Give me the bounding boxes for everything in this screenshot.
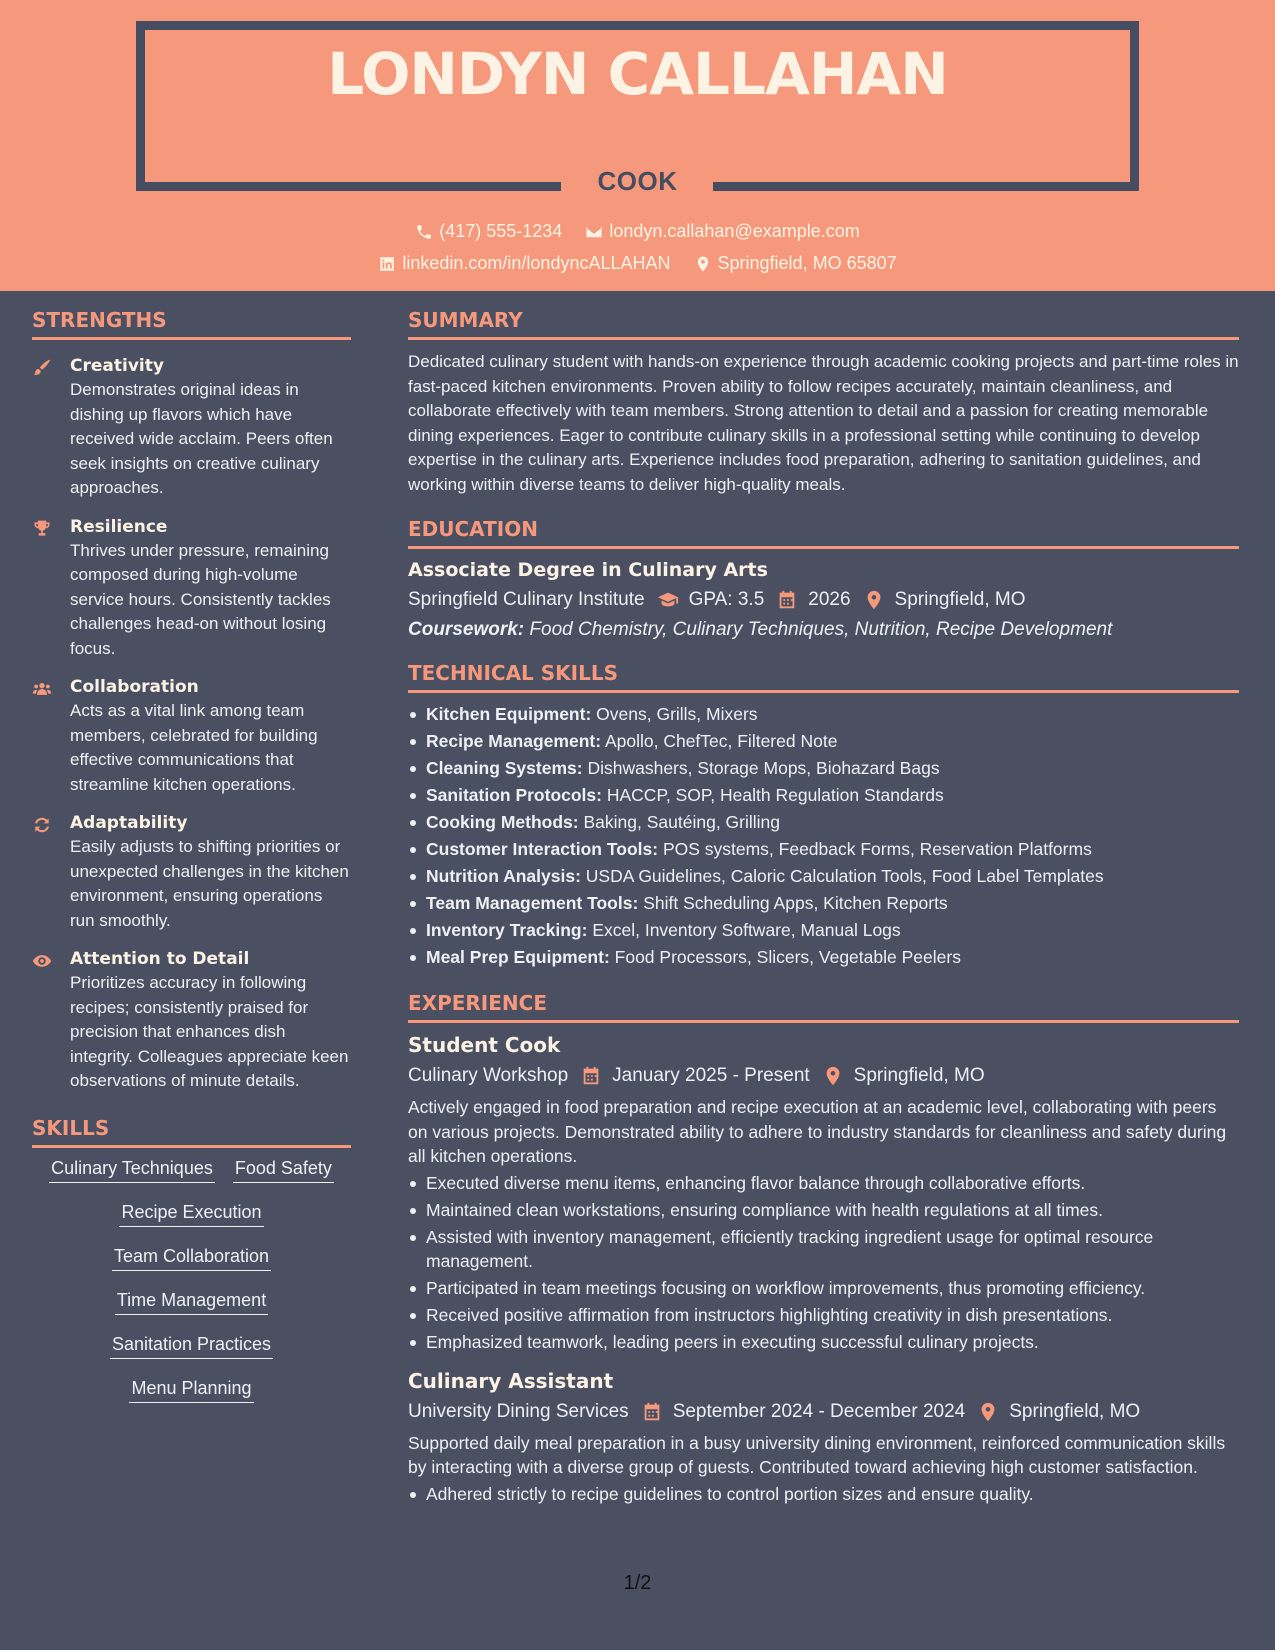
strength-desc: Easily adjusts to shifting priorities or unexpected challenges in the kitchen environment, ensuring operations run smoothly. [70, 837, 349, 930]
list-item: Assisted with inventory management, efficiently tracking ingredient usage for optimal resource management. [408, 1225, 1239, 1274]
strengths-heading: STRENGTHS [32, 308, 351, 340]
strength-title: Collaboration [70, 677, 199, 697]
summary-heading: SUMMARY [408, 308, 1239, 340]
technical-skills-heading: TECHNICAL SKILLS [408, 661, 1239, 693]
resume-header [0, 0, 1275, 291]
linkedin-icon [378, 255, 396, 273]
gpa-value: GPA: 3.5 [688, 589, 765, 610]
map-pin-icon [694, 255, 712, 273]
strength-desc: Demonstrates original ideas in dishing up flavors which have received wide acclaim. Peers often seek insights on creative culinary approaches. [70, 380, 333, 497]
strength-item [32, 677, 351, 797]
job-dates: January 2025 - Present [612, 1065, 810, 1086]
job-dates: September 2024 - December 2024 [672, 1400, 966, 1422]
candidate-name: LONDYN CALLAHAN [327, 40, 948, 108]
education-meta [408, 589, 1239, 611]
users-icon [32, 679, 52, 699]
list-item: Recipe Management: Apollo, ChefTec, Filtered Note [408, 728, 1239, 755]
eye-icon [32, 951, 52, 971]
skill-chip: Food Safety [233, 1158, 334, 1183]
phone-contact[interactable] [415, 221, 562, 242]
list-item: Executed diverse menu items, enhancing flavor balance through collaborative efforts. [408, 1171, 1239, 1196]
school-location: Springfield, MO [894, 589, 1026, 610]
email-contact[interactable] [585, 221, 859, 242]
coursework-label: Coursework: [408, 619, 525, 640]
skills-list [32, 1158, 351, 1403]
skill-chip: Time Management [115, 1290, 268, 1315]
graduation-cap-icon [657, 589, 679, 611]
list-item: Team Management Tools: Shift Scheduling Apps, Kitchen Reports [408, 890, 1239, 917]
list-item: Cooking Methods: Baking, Sautéing, Grilling [408, 809, 1239, 836]
list-item: Sanitation Protocols: HACCP, SOP, Health Regulation Standards [408, 782, 1239, 809]
strength-item [32, 949, 351, 1094]
experience-section [408, 991, 1239, 1506]
map-pin-icon [863, 589, 885, 611]
list-item: Cleaning Systems: Dishwashers, Storage Mops, Biohazard Bags [408, 755, 1239, 782]
linkedin-contact[interactable] [378, 253, 670, 274]
strength-desc: Thrives under pressure, remaining composed during high-volume service hours. Consistently tackles challenges head-on without losing focus. [70, 540, 331, 658]
envelope-icon [585, 223, 603, 241]
phone-icon [415, 223, 433, 241]
email-text: londyn.callahan@example.com [609, 221, 860, 241]
map-pin-icon [977, 1401, 999, 1423]
contact-line-2 [0, 253, 1275, 278]
school-name: Springfield Culinary Institute [408, 589, 645, 610]
job-role: COOK [597, 166, 678, 196]
job-meta [408, 1401, 1239, 1423]
right-column [408, 308, 1239, 1509]
brush-icon [32, 358, 52, 378]
skill-chip: Recipe Execution [119, 1202, 263, 1227]
location-text: Springfield, MO 65807 [717, 253, 897, 273]
job-bullets [408, 1482, 1239, 1507]
list-item: Emphasized teamwork, leading peers in executing successful culinary projects. [408, 1330, 1239, 1355]
technical-skills-list [408, 701, 1239, 971]
list-item: Meal Prep Equipment: Food Processors, Slicers, Vegetable Peelers [408, 944, 1239, 971]
calendar-icon [580, 1065, 602, 1087]
left-column [32, 308, 351, 1422]
strength-item [32, 517, 351, 662]
location-contact [694, 253, 897, 274]
education-heading: EDUCATION [408, 517, 1239, 549]
strength-desc: Prioritizes accuracy in following recipes; consistently praised for precision that enhances dish integrity. Colleagues appreciate keen observations of minute details. [70, 973, 349, 1090]
technical-skills-section [408, 661, 1239, 971]
list-item: Adhered strictly to recipe guidelines to control portion sizes and ensure quality. [408, 1482, 1239, 1507]
education-section [408, 517, 1239, 641]
refresh-icon [32, 815, 52, 835]
strength-title: Resilience [70, 516, 168, 537]
phone-text: (417) 555-1234 [439, 221, 563, 241]
page-number: 1/2 [623, 1572, 652, 1594]
strength-title: Attention to Detail [70, 949, 250, 969]
list-item: Kitchen Equipment: Ovens, Grills, Mixers [408, 701, 1239, 728]
coursework-list: Food Chemistry, Culinary Techniques, Nutrition, Recipe Development [529, 619, 1113, 640]
company-name: University Dining Services [408, 1400, 629, 1422]
trophy-icon [32, 519, 52, 539]
strength-desc: Acts as a vital link among team members, celebrated for building effective communications that streamline kitchen operations. [70, 701, 318, 794]
list-item: Received positive affirmation from instructors highlighting creativity in dish presentations. [408, 1303, 1239, 1328]
strength-title: Adaptability [70, 813, 188, 833]
linkedin-text: linkedin.com/in/londyncALLAHAN [402, 253, 671, 273]
job-bullets [408, 1171, 1239, 1355]
experience-heading: EXPERIENCE [408, 991, 1239, 1023]
job-location: Springfield, MO [1009, 1400, 1141, 1422]
calendar-icon [776, 589, 798, 611]
strength-item [32, 813, 351, 933]
strength-title: Creativity [70, 356, 164, 376]
calendar-icon [641, 1401, 663, 1423]
job-location: Springfield, MO [853, 1065, 985, 1086]
degree-title: Associate Degree in Culinary Arts [408, 559, 768, 581]
graduation-year: 2026 [808, 589, 851, 610]
map-pin-icon [822, 1065, 844, 1087]
list-item: Maintained clean workstations, ensuring compliance with health regulations at all times. [408, 1198, 1239, 1223]
skill-chip: Culinary Techniques [49, 1158, 215, 1183]
skill-chip: Team Collaboration [112, 1246, 271, 1271]
job-title: Student Cook [408, 1033, 561, 1057]
skill-chip: Menu Planning [129, 1378, 253, 1403]
strength-item [32, 356, 351, 501]
skills-heading: SKILLS [32, 1116, 351, 1148]
skills-section [32, 1116, 351, 1403]
job-title: Culinary Assistant [408, 1368, 614, 1393]
company-name: Culinary Workshop [408, 1065, 569, 1086]
job-description: Actively engaged in food preparation and recipe execution at an academic level, collaborating with peers on various projects. Demonstrated ability to adhere to industry standards for cleanliness and safety during all kitchen operations. [408, 1097, 1227, 1166]
list-item: Customer Interaction Tools: POS systems, Feedback Forms, Reservation Platforms [408, 836, 1239, 863]
skill-chip: Sanitation Practices [110, 1334, 273, 1359]
list-item: Participated in team meetings focusing on workflow improvements, thus promoting efficiency. [408, 1276, 1239, 1301]
list-item: Inventory Tracking: Excel, Inventory Software, Manual Logs [408, 917, 1239, 944]
summary-text: Dedicated culinary student with hands-on experience through academic cooking projects and part-time roles in fast-paced kitchen environments. Proven ability to follow recipes accurately, maintain cleanliness, and collaborate effectively with team members. Strong attention to detail and a passion for creating memorable dining experiences. Eager to contribute culinary skills in a professional setting while continuing to develop expertise in the culinary arts. Experience includes food preparation, adhering to sanitation guidelines, and working within diverse teams to deliver high-quality meals. [408, 352, 1239, 494]
contact-line-1 [0, 221, 1275, 246]
coursework [408, 619, 1239, 641]
job-meta [408, 1065, 1239, 1087]
job-description: Supported daily meal preparation in a busy university dining environment, reinforced communication skills by interacting with a diverse group of guests. Contributed toward achieving high customer satisfaction. [408, 1432, 1226, 1477]
list-item: Nutrition Analysis: USDA Guidelines, Caloric Calculation Tools, Food Label Templates [408, 863, 1239, 890]
